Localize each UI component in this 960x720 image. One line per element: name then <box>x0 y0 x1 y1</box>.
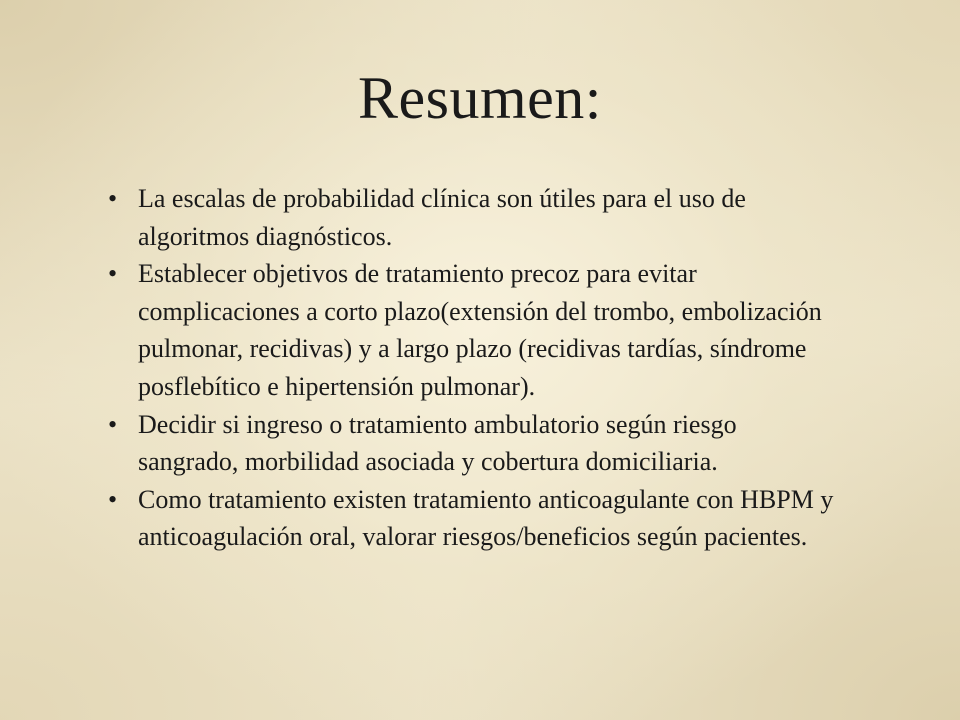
bullet-dot-icon: • <box>108 184 118 213</box>
bullet-dot-icon: • <box>108 484 118 514</box>
bullet-item <box>100 406 840 481</box>
bullet-text: Establecer objetivos de tratamiento precoz para evitar complicaciones a corto plazo(extensión del trombo, embolización pulmonar, recidivas) y a largo plazo (recidivas tardías, síndrome posflebítico e hipertensión pulmonar). <box>138 259 822 401</box>
slide-title: Resumen: <box>358 65 602 131</box>
bullet-dot-icon: • <box>108 409 118 439</box>
bullet-text: Como tratamiento existen tratamiento anticoagulante con HBPM y anticoagulación oral, valorar riesgos/beneficios según pacientes. <box>138 484 834 552</box>
bullet-text: Decidir si ingreso o tratamiento ambulatorio según riesgo sangrado, morbilidad asociada y cobertura domiciliaria. <box>138 409 737 477</box>
bullet-item <box>100 180 840 255</box>
bullet-list <box>100 180 840 556</box>
bullet-dot-icon: • <box>108 259 118 289</box>
bullet-text: La escalas de probabilidad clínica son útiles para el uso de algoritmos diagnósticos. <box>138 184 746 251</box>
bullet-item <box>100 481 840 556</box>
bullet-item <box>100 255 840 405</box>
